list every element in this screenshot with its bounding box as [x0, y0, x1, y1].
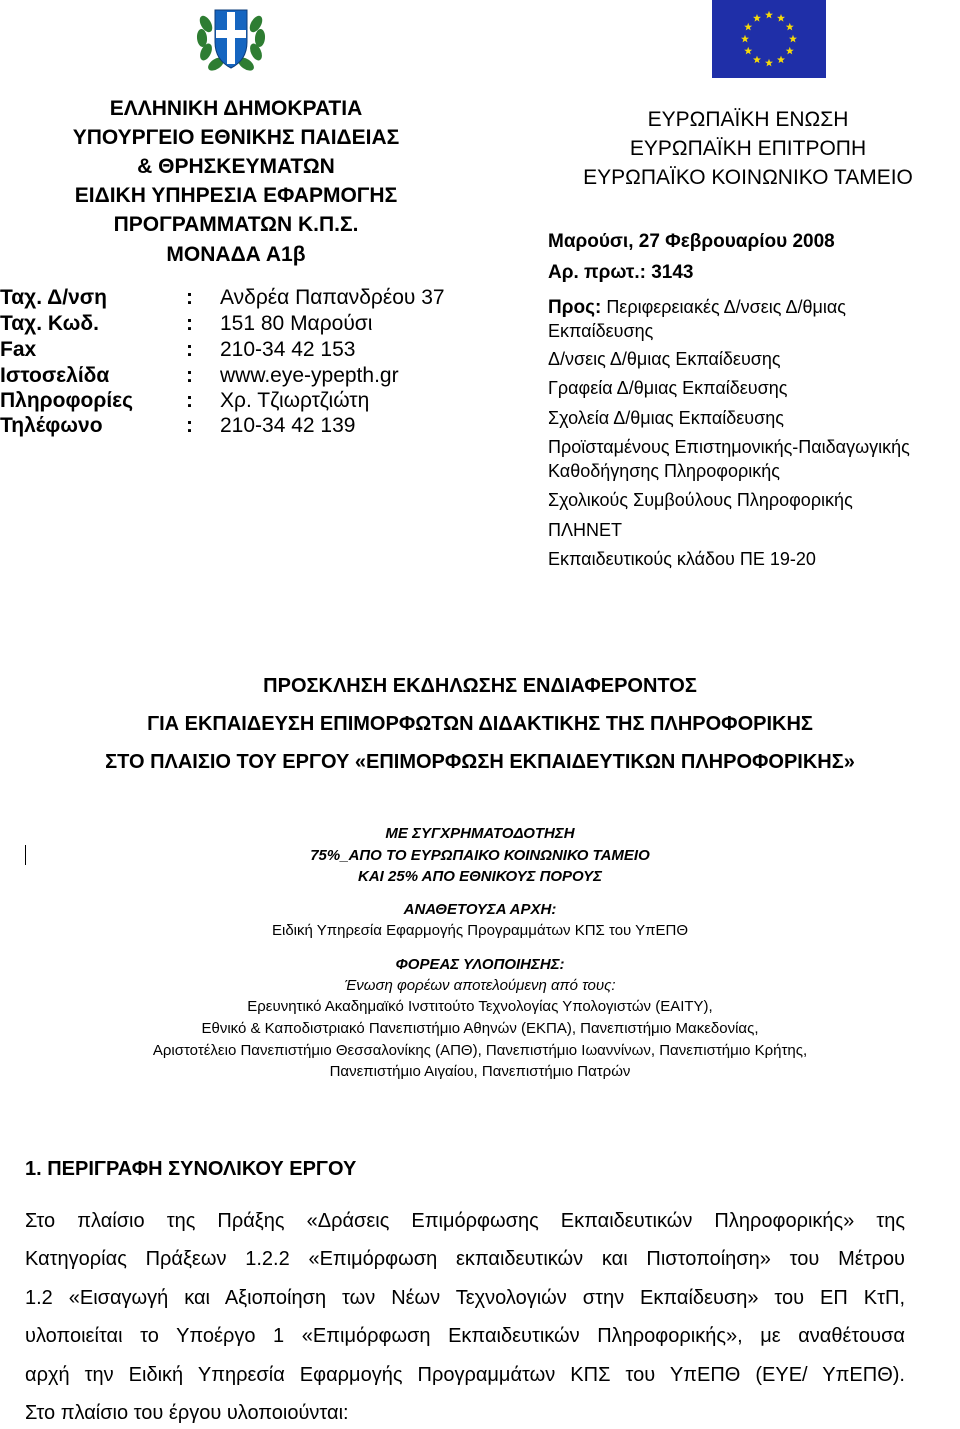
recipient-line: Σχολεία Δ/θμιας Εκπαίδευσης: [548, 408, 784, 428]
eu-star-icon: [753, 56, 761, 64]
eu-commission: ΕΥΡΩΠΑΪΚΗ ΕΠΙΤΡΟΠΗ: [629, 137, 867, 160]
contact-label: Πληροφορίες: [0, 389, 134, 412]
implementing-line: Πανεπιστήμιο Αιγαίου, Πανεπιστήμιο Πατρών: [329, 1063, 631, 1080]
recipient-line: Καθοδήγησης Πληροφορικής: [548, 461, 780, 481]
contact-row: [0, 286, 470, 310]
website-link[interactable]: www.eye-ypepth.gr: [220, 364, 399, 387]
implementing-line: Ερευνητικό Ακαδημαϊκό Ινστιτούτο Τεχνολογίας Υπολογιστών (ΕΑΙΤΥ),: [247, 998, 713, 1015]
eu-flag-icon: [712, 0, 826, 78]
to-label: Προς:: [548, 297, 602, 318]
eu-star-icon: [777, 56, 785, 64]
org-unit: ΜΟΝΑΔΑ Α1β: [166, 243, 306, 266]
eu-union: ΕΥΡΩΠΑΪΚΗ ΕΝΩΣΗ: [647, 108, 849, 131]
contact-label: Ταχ. Κωδ.: [0, 312, 99, 335]
body-line: υλοποιείται το Υποέργο 1 «Επιμόρφωση Εκπαιδευτικών Πληροφορικής», με αναθέτουσα: [25, 1325, 905, 1347]
recipient-line: Εκπαίδευσης: [548, 321, 654, 341]
body-line: Στο πλαίσιο της Πράξης «Δράσεις Επιμόρφωσης Εκπαιδευτικών Πληροφορικής» της: [25, 1210, 905, 1232]
contact-label: Τηλέφωνο: [0, 414, 103, 437]
recipient-line: Δ/νσεις Δ/θμιας Εκπαίδευσης: [548, 349, 781, 369]
org-ministry-2: & ΘΡΗΣΚΕΥΜΑΤΩΝ: [137, 155, 335, 178]
recipients-first: [548, 296, 846, 319]
protocol-label: Αρ. πρωτ.: [548, 262, 640, 283]
eu-social-fund: ΕΥΡΩΠΑΪΚΟ ΚΟΙΝΩΝΙΚΟ ΤΑΜΕΙΟ: [583, 166, 913, 189]
contact-row: [0, 389, 470, 413]
contact-label: Ιστοσελίδα: [0, 364, 110, 387]
eu-star-icon: [744, 23, 752, 31]
contact-label: Ταχ. Δ/νση: [0, 286, 107, 309]
contact-value: 210-34 42 139: [220, 414, 356, 437]
eu-star-icon: [786, 23, 794, 31]
body-line: αρχή την Ειδική Υπηρεσία Εφαρμογής Προγραμμάτων ΚΠΣ του ΥπΕΠΘ (ΕΥΕ/ ΥπΕΠΘ).: [25, 1364, 905, 1386]
contact-row: [0, 364, 470, 388]
contact-value: Ανδρέα Παπανδρέου 37: [220, 286, 445, 309]
recipient-line: Περιφερειακές Δ/νσεις Δ/θμιας: [606, 297, 846, 317]
implementing-line: Εθνικό & Καποδιστριακό Πανεπιστήμιο Αθηνών (ΕΚΠΑ), Πανεπιστήμιο Μακεδονίας,: [201, 1020, 759, 1037]
greek-emblem-icon: [194, 2, 268, 76]
contact-separator: :: [186, 338, 193, 361]
contracting-text: Ειδική Υπηρεσία Εφαρμογής Προγραμμάτων ΚΠΣ του ΥπΕΠΘ: [271, 922, 688, 939]
title-line: ΣΤΟ ΠΛΑΙΣΙΟ ΤΟΥ ΕΡΓΟΥ «ΕΠΙΜΟΡΦΩΣΗ ΕΚΠΑΙΔΕΥΤΙΚΩΝ ΠΛΗΡΟΦΟΡΙΚΗΣ»: [105, 751, 855, 773]
contact-row: [0, 414, 470, 438]
title-line: ΓΙΑ ΕΚΠΑΙΔΕΥΣΗ ΕΠΙΜΟΡΦΩΤΩΝ ΔΙΔΑΚΤΙΚΗΣ ΤΗΣ ΠΛΗΡΟΦΟΡΙΚΗΣ: [147, 713, 813, 735]
eu-star-icon: [744, 47, 752, 55]
org-ministry: ΥΠΟΥΡΓΕΙΟ ΕΘΝΙΚΗΣ ΠΑΙΔΕΙΑΣ: [72, 126, 400, 149]
eu-star-icon: [753, 14, 761, 22]
section-heading: 1. ΠΕΡΙΓΡΑΦΗ ΣΥΝΟΛΙΚΟΥ ΕΡΓΟΥ: [25, 1158, 357, 1180]
eu-star-icon: [789, 35, 797, 43]
document-date: Μαρούσι, 27 Φεβρουαρίου 2008: [548, 231, 835, 252]
implementing-heading: ΦΟΡΕΑΣ ΥΛΟΠΟΙΗΣΗΣ:: [395, 956, 565, 973]
implementing-intro: Ένωση φορέων αποτελούμενη από τους:: [344, 977, 616, 994]
contact-row: [0, 338, 470, 362]
funding-line: ΚΑΙ 25% ΑΠΟ ΕΘΝΙΚΟΥΣ ΠΟΡΟΥΣ: [358, 868, 602, 885]
title-line: ΠΡΟΣΚΛΗΣΗ ΕΚΔΗΛΩΣΗΣ ΕΝΔΙΑΦΕΡΟΝΤΟΣ: [263, 675, 697, 697]
funding-line: ΜΕ ΣΥΓΧΡΗΜΑΤΟΔΟΤΗΣΗ: [385, 825, 575, 842]
contact-separator: :: [186, 286, 193, 309]
org-service-2: ΠΡΟΓΡΑΜΜΑΤΩΝ Κ.Π.Σ.: [113, 213, 359, 236]
body-line: Κατηγορίας Πράξεων 1.2.2 «Επιμόρφωση εκπαιδευτικών και Πιστοποίηση» του Μέτρου: [25, 1248, 905, 1270]
body-line: 1.2 «Εισαγωγή και Αξιοποίηση των Νέων Τεχνολογιών στην Εκπαίδευση» του ΕΠ ΚτΠ,: [25, 1287, 905, 1309]
contact-value: 210-34 42 153: [220, 338, 356, 361]
recipient-line: Σχολικούς Συμβούλους Πληροφορικής: [548, 490, 853, 510]
contact-value: 151 80 Μαρούσι: [220, 312, 373, 335]
contact-row: [0, 312, 470, 336]
protocol-number: [548, 262, 694, 284]
contracting-heading: ΑΝΑΘΕΤΟΥΣΑ ΑΡΧΗ:: [403, 901, 557, 918]
eu-star-icon: [777, 14, 785, 22]
eu-star-icon: [741, 35, 749, 43]
protocol-value: : 3143: [639, 262, 694, 283]
eu-star-icon: [786, 47, 794, 55]
implementing-line: Αριστοτέλειο Πανεπιστήμιο Θεσσαλονίκης (ΑΠΘ), Πανεπιστήμιο Ιωαννίνων, Πανεπιστήμιο Κρήτης,: [152, 1042, 808, 1059]
recipient-line: Γραφεία Δ/θμιας Εκπαίδευσης: [548, 378, 788, 398]
org-greek-republic: ΕΛΛΗΝΙΚΗ ΔΗΜΟΚΡΑΤΙΑ: [109, 97, 363, 120]
eu-star-icon: [765, 11, 773, 19]
recipient-line: ΠΛΗΝΕΤ: [548, 520, 623, 540]
funding-line: 75%_ΑΠΟ ΤΟ ΕΥΡΩΠΑΙΚΟ ΚΟΙΝΩΝΙΚΟ ΤΑΜΕΙΟ: [310, 847, 650, 864]
contact-separator: :: [186, 364, 193, 387]
org-service: ΕΙΔΙΚΗ ΥΠΗΡΕΣΙΑ ΕΦΑΡΜΟΓΗΣ: [74, 184, 398, 207]
contact-separator: :: [186, 312, 193, 335]
contact-separator: :: [186, 414, 193, 437]
contact-separator: :: [186, 389, 193, 412]
recipient-line: Εκπαιδευτικούς κλάδου ΠΕ 19-20: [548, 549, 816, 569]
contact-label: Fax: [0, 338, 37, 361]
eu-star-icon: [765, 59, 773, 67]
recipient-line: Προϊσταμένους Επιστημονικής-Παιδαγωγικής: [548, 437, 910, 457]
body-line: Στο πλαίσιο του έργου υλοποιούνται:: [25, 1402, 349, 1424]
contact-value: Χρ. Τζιωρτζιώτη: [220, 389, 370, 412]
